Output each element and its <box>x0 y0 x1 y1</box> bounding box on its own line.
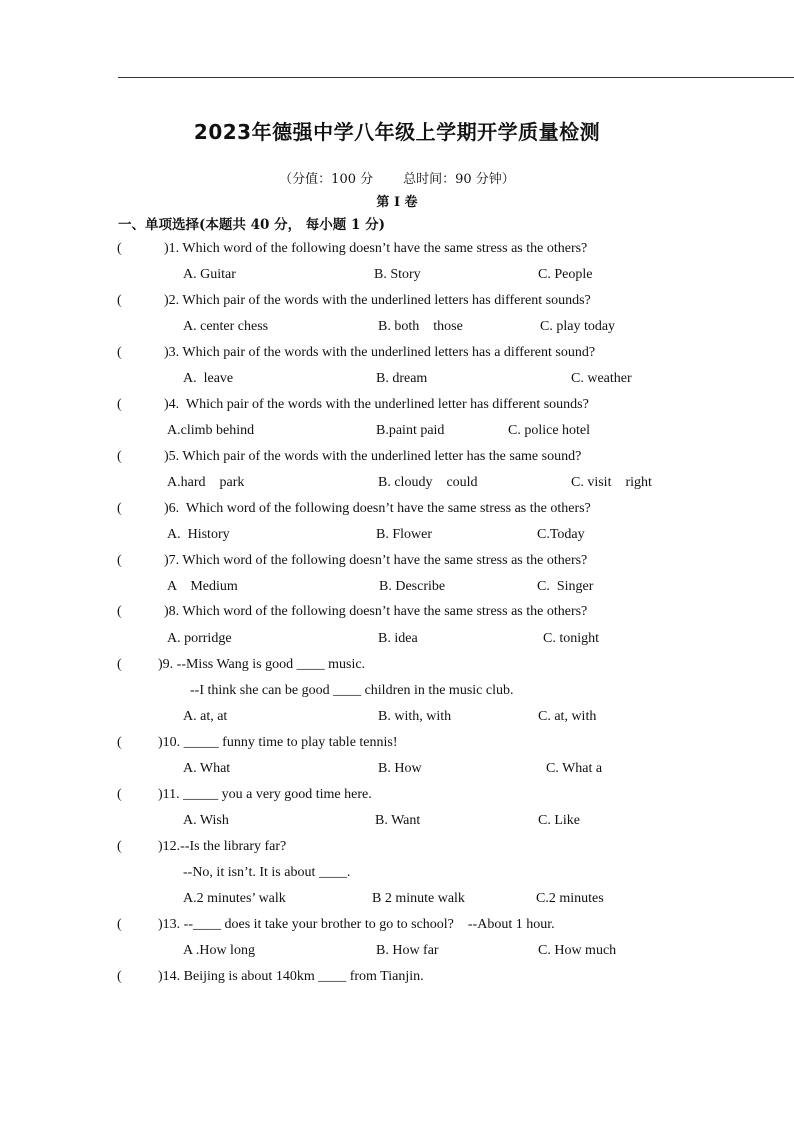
option-c: C. play today <box>540 319 616 334</box>
option-c: C. How much <box>538 943 617 958</box>
option-b: B. Flower <box>376 527 432 542</box>
answer-paren: ( <box>117 735 122 750</box>
question-text: )11. _____ you a very good time here. <box>158 787 372 802</box>
option-c: C. People <box>538 267 593 282</box>
option-a: A .How long <box>183 943 255 958</box>
answer-paren: ( <box>117 969 122 984</box>
section-heading: 一、单项选择(本题共 40 分， 每小题 1 分) <box>118 217 385 233</box>
answer-paren: ( <box>117 501 122 516</box>
option-c: C. What a <box>546 761 603 776</box>
option-c: C. Like <box>538 813 580 828</box>
option-c: C. Singer <box>537 579 594 594</box>
option-c: C. weather <box>571 371 632 386</box>
option-a: A.hard park <box>167 475 245 490</box>
answer-paren: ( <box>117 345 122 360</box>
option-a: A. What <box>183 761 231 776</box>
answer-paren: ( <box>117 787 122 802</box>
option-a: A. center chess <box>183 319 269 334</box>
header-rule <box>118 77 794 78</box>
question-text: )1. Which word of the following doesn’t have the same stress as the others? <box>164 241 588 256</box>
question-text: )6. Which word of the following doesn’t have the same stress as the others? <box>164 501 591 516</box>
option-a: A. at, at <box>183 709 228 724</box>
question-text: )7. Which word of the following doesn’t have the same stress as the others? <box>164 553 588 568</box>
question-text: )13. --____ does it take your brother to go to school? --About 1 hour. <box>158 917 555 932</box>
option-a: A Medium <box>167 579 238 594</box>
option-c: C. visit right <box>571 475 652 490</box>
answer-paren: ( <box>117 657 122 672</box>
option-b: B. idea <box>378 631 418 646</box>
option-b: B. dream <box>376 371 428 386</box>
question-text: )2. Which pair of the words with the underlined letters has different sounds? <box>164 293 591 308</box>
option-a: A.2 minutes’ walk <box>183 891 286 906</box>
option-a: A. porridge <box>167 631 232 646</box>
answer-paren: ( <box>117 839 122 854</box>
option-c: C. at, with <box>538 709 597 724</box>
question-text: )5. Which pair of the words with the underlined letter has the same sound? <box>164 449 582 464</box>
time-info: 总时间：90 分钟） <box>403 172 515 187</box>
question-text: )12.--Is the library far? <box>158 839 287 854</box>
answer-paren: ( <box>117 449 122 464</box>
option-b: B. both those <box>378 319 463 334</box>
answer-paren: ( <box>117 241 122 256</box>
option-a: A. Guitar <box>183 267 236 282</box>
question-text: )10. _____ funny time to play table tennis! <box>158 735 398 750</box>
option-b: B.paint paid <box>376 423 445 438</box>
volume-label: 第 I 卷 <box>376 195 418 210</box>
question-text-2: --No, it isn’t. It is about ____. <box>183 865 351 880</box>
answer-paren: ( <box>117 604 122 619</box>
option-c: C.Today <box>537 527 585 542</box>
option-b: B. How <box>378 761 422 776</box>
question-text: )3. Which pair of the words with the underlined letters has a different sound? <box>164 345 596 360</box>
question-text: )8. Which word of the following doesn’t have the same stress as the others? <box>164 604 588 619</box>
option-c: C. police hotel <box>508 423 591 438</box>
option-c: C. tonight <box>543 631 600 646</box>
score-info: （分值：100 分 <box>279 172 374 187</box>
option-b: B. cloudy could <box>378 475 478 490</box>
answer-paren: ( <box>117 553 122 568</box>
option-b: B. Story <box>374 267 421 282</box>
option-a: A. Wish <box>183 813 229 828</box>
exam-info <box>0 168 794 187</box>
option-b: B. with, with <box>378 709 452 724</box>
option-a: A.climb behind <box>167 423 255 438</box>
option-a: A. leave <box>183 371 234 386</box>
question-text: )4. Which pair of the words with the underlined letter has different sounds? <box>164 397 589 412</box>
option-b: B. Describe <box>379 579 446 594</box>
option-b: B. Want <box>375 813 421 828</box>
option-a: A. History <box>167 527 230 542</box>
answer-paren: ( <box>117 397 122 412</box>
answer-paren: ( <box>117 293 122 308</box>
question-text: )9. --Miss Wang is good ____ music. <box>158 657 366 672</box>
question-text-2: --I think she can be good ____ children in the music club. <box>190 683 514 698</box>
option-b: B 2 minute walk <box>372 891 465 906</box>
answer-paren: ( <box>117 917 122 932</box>
question-text: )14. Beijing is about 140km ____ from Tianjin. <box>158 969 424 984</box>
option-c: C.2 minutes <box>536 891 604 906</box>
page-title: 2023年德强中学八年级上学期开学质量检测 <box>193 120 601 144</box>
option-b: B. How far <box>376 943 439 958</box>
